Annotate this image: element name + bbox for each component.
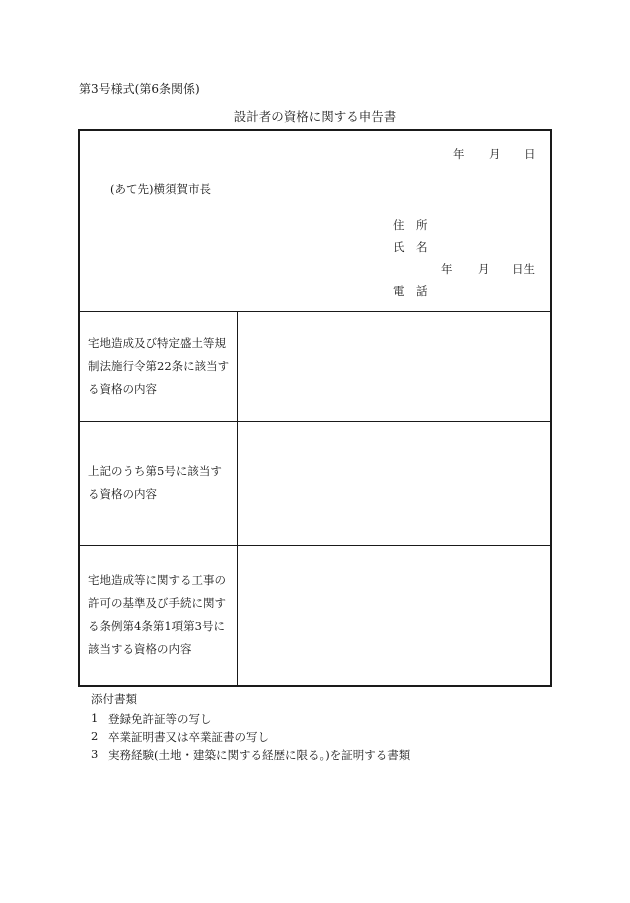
addressee: (あて先)横須賀市長 bbox=[110, 182, 211, 196]
document-title: 設計者の資格に関する申告書 bbox=[233, 109, 397, 124]
label-line: 許可の基準及び手続に関す bbox=[88, 596, 226, 610]
qualification-row-2 bbox=[80, 421, 550, 546]
birth-year: 年 bbox=[441, 262, 453, 276]
row-label bbox=[80, 545, 238, 685]
qualification-row-1 bbox=[80, 311, 550, 422]
declaration-form bbox=[78, 129, 552, 687]
attachment-item-3-text: 実務経験(土地・建築に関する経歴に限る。)を証明する書類 bbox=[108, 748, 411, 762]
attachments-heading: 添付書類 bbox=[91, 692, 137, 706]
date-day: 日 bbox=[524, 147, 536, 161]
label-line: 宅地造成等に関する工事の bbox=[88, 573, 226, 587]
label-line: る資格の内容 bbox=[88, 381, 157, 396]
birth-day: 日生 bbox=[512, 262, 535, 276]
attachment-item-3-number: 3 bbox=[91, 747, 99, 761]
label-line: 該当する資格の内容 bbox=[88, 642, 192, 656]
label-line: る資格の内容 bbox=[88, 487, 157, 501]
qualification-row-3 bbox=[80, 545, 550, 685]
attachment-item-2-text: 卒業証明書又は卒業証書の写し bbox=[108, 730, 269, 744]
row-value-field[interactable] bbox=[238, 545, 550, 685]
row-label bbox=[80, 421, 238, 545]
label-line: 制法施行令第22条に該当す bbox=[88, 358, 230, 373]
attachment-item-1-number: 1 bbox=[91, 711, 99, 725]
date-year: 年 bbox=[453, 147, 465, 161]
header-section bbox=[80, 131, 550, 312]
row-value-field[interactable] bbox=[238, 421, 550, 545]
date-month: 月 bbox=[489, 147, 501, 161]
attachment-item-1-text: 登録免許証等の写し bbox=[108, 712, 212, 726]
label-line: 上記のうち第5号に該当す bbox=[88, 464, 222, 478]
label-line: 宅地造成及び特定盛土等規 bbox=[88, 335, 226, 350]
attachment-item-2-number: 2 bbox=[91, 729, 99, 743]
row-label bbox=[80, 311, 238, 421]
name-label: 氏 名 bbox=[393, 240, 428, 254]
address-label: 住 所 bbox=[393, 218, 428, 232]
label-line: る条例第4条第1項第3号に bbox=[88, 619, 225, 633]
form-number: 第3号様式(第6条関係) bbox=[79, 82, 200, 96]
phone-label: 電 話 bbox=[393, 284, 428, 298]
birth-month: 月 bbox=[478, 262, 490, 276]
row-value-field[interactable] bbox=[238, 311, 550, 421]
